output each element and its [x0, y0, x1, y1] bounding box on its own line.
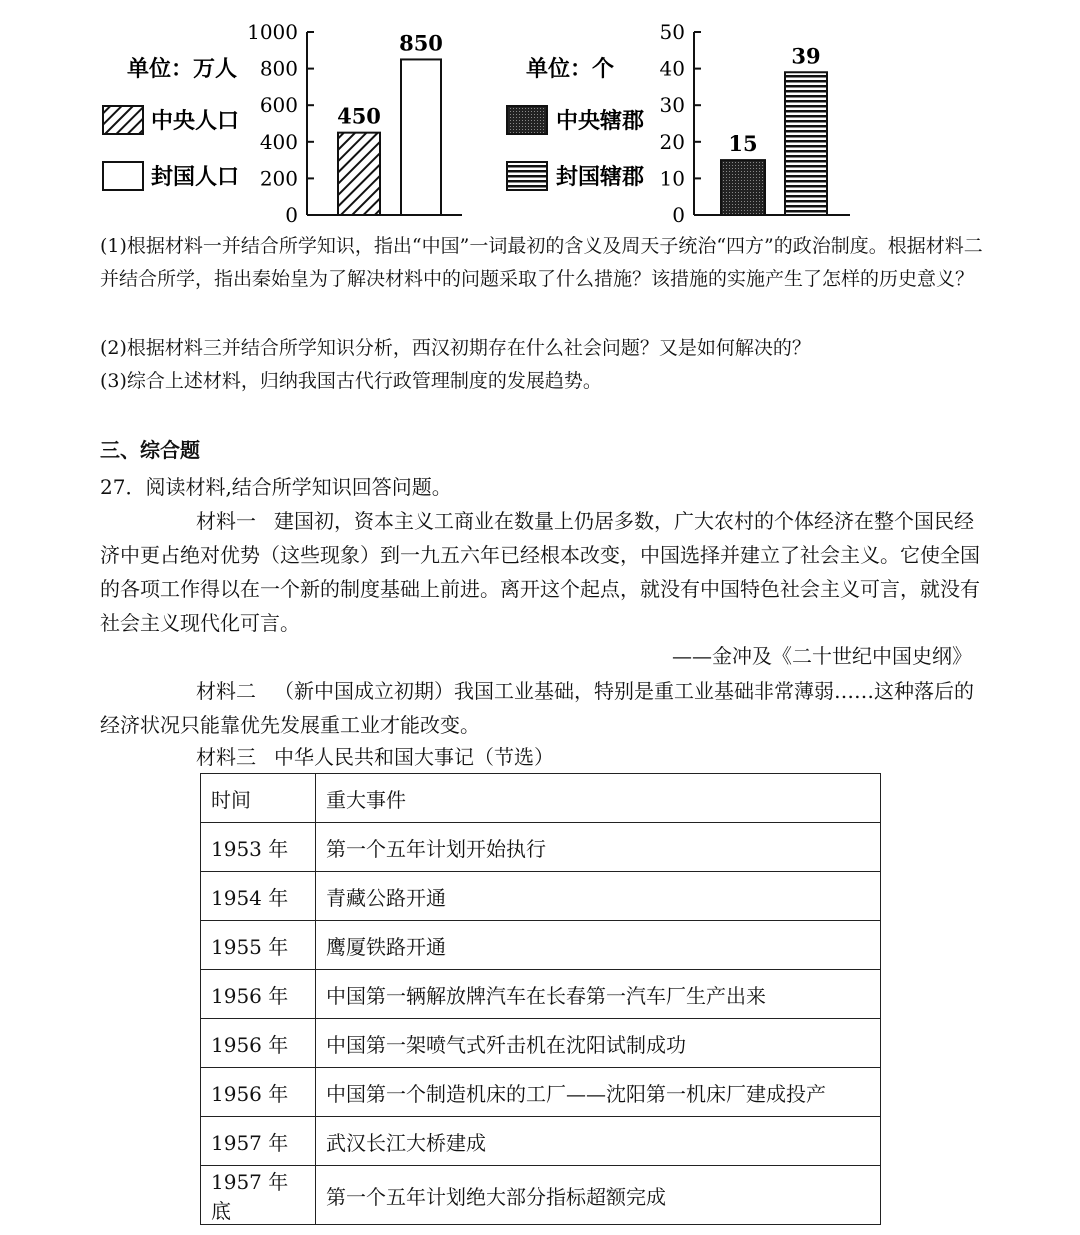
question-3: (3)综合上述材料，归纳我国古代行政管理制度的发展趋势。	[100, 370, 602, 392]
material-2	[100, 674, 985, 742]
bar-central	[338, 133, 380, 215]
bar-charts	[0, 0, 1080, 230]
table-cell-event: 第一个五年计划绝大部分指标超额完成	[316, 1166, 881, 1225]
chart2-unit-label: 单位：个	[525, 56, 615, 82]
y-tick-label: 1000	[247, 20, 298, 44]
y-tick-label: 800	[259, 56, 298, 81]
y-tick-label: 600	[259, 93, 298, 118]
y-tick-label: 20	[659, 129, 685, 154]
material-3-title: 中华人民共和国大事记（节选）	[274, 745, 554, 769]
legend-label-central-population: 中央人口	[151, 108, 240, 134]
table-cell-year: 1956 年	[201, 1068, 316, 1117]
chart2-plot	[660, 20, 850, 227]
table-cell-year: 1955 年	[201, 921, 316, 970]
table-cell-year: 1957 年底	[201, 1166, 316, 1225]
table-cell-event: 中国第一辆解放牌汽车在长春第一汽车厂生产出来	[316, 970, 881, 1019]
bar-data-label: 15	[728, 131, 758, 157]
bar-fief	[401, 59, 441, 215]
material-3	[100, 740, 985, 774]
bar-fief	[785, 72, 827, 215]
table-cell-year: 1956 年	[201, 1019, 316, 1068]
table-cell-year: 1956 年	[201, 970, 316, 1019]
section-title: 三、综合题	[100, 438, 200, 462]
legend-label-fief-population: 封国人口	[151, 164, 240, 190]
table-row	[201, 1117, 881, 1166]
question-1: (1)根据材料一并结合所学知识，指出“中国”一词最初的含义及周天子统治“四方”的政治制度。根据材料二并结合所学，指出秦始皇为了解决材料中的问题采取了什么措施？该措施的实施产生了怎样的历史意义？	[100, 235, 983, 290]
y-tick-label: 40	[659, 56, 685, 81]
bar-central	[721, 160, 765, 215]
material-1-label: 材料一	[196, 509, 256, 533]
table-row	[201, 823, 881, 872]
table-cell-event: 青藏公路开通	[316, 872, 881, 921]
y-tick-label: 400	[259, 129, 298, 154]
table-cell-event: 第一个五年计划开始执行	[316, 823, 881, 872]
legend-swatch-central-population	[103, 106, 143, 134]
material-2-label: 材料二	[196, 679, 256, 703]
y-tick-label: 10	[659, 166, 685, 191]
bar-data-label: 850	[399, 30, 443, 56]
material-1-text: 建国初，资本主义工商业在数量上仍居多数，广大农村的个体经济在整个国民经济中更占绝对优势（这些现象）到一九五六年已经根本改变，中国选择并建立了社会主义。它使全国的各项工作得以在一个新的制度基础上前进。离开这个起点，就没有中国特色社会主义可言，就没有社会主义现代化可言。	[100, 509, 980, 635]
bar-data-label: 39	[791, 43, 821, 69]
table-row	[201, 1019, 881, 1068]
legend-label-central-commanderies: 中央辖郡	[556, 108, 645, 134]
table-row	[201, 921, 881, 970]
events-table	[200, 773, 881, 1225]
table-header-row	[201, 774, 881, 823]
table-cell-year: 1957 年	[201, 1117, 316, 1166]
legend-swatch-fief-population	[103, 162, 143, 190]
y-tick-label: 0	[285, 203, 298, 227]
table-row	[201, 872, 881, 921]
table-cell-event: 中国第一个制造机床的工厂——沈阳第一机床厂建成投产	[316, 1068, 881, 1117]
legend-swatch-central-commanderies	[507, 106, 547, 134]
question-27-title: 27．阅读材料,结合所学知识回答问题。	[100, 475, 452, 499]
y-tick-label: 30	[659, 93, 685, 118]
table-header-year: 时间	[201, 774, 316, 823]
table-row	[201, 1068, 881, 1117]
table-cell-event: 中国第一架喷气式歼击机在沈阳试制成功	[316, 1019, 881, 1068]
chart1-plot	[247, 20, 462, 227]
question-2: (2)根据材料三并结合所学知识分析，西汉初期存在什么社会问题？又是如何解决的？	[100, 337, 811, 359]
table-cell-event: 鹰厦铁路开通	[316, 921, 881, 970]
legend-swatch-fief-commanderies	[507, 162, 547, 190]
bar-data-label: 450	[337, 103, 381, 129]
table-header-event: 重大事件	[316, 774, 881, 823]
table-row	[201, 1166, 881, 1225]
y-tick-label: 0	[672, 203, 685, 227]
chart1-unit-label: 单位：万人	[126, 56, 238, 82]
material-3-label: 材料三	[196, 745, 256, 769]
material-1	[100, 504, 985, 640]
y-tick-label: 200	[259, 166, 298, 191]
table-row	[201, 970, 881, 1019]
table-cell-year: 1954 年	[201, 872, 316, 921]
table-cell-event: 武汉长江大桥建成	[316, 1117, 881, 1166]
table-cell-year: 1953 年	[201, 823, 316, 872]
material-2-text: （新中国成立初期）我国工业基础，特别是重工业基础非常薄弱……这种落后的经济状况只能靠优先发展重工业才能改变。	[100, 679, 974, 737]
material-1-citation: ——金冲及《二十世纪中国史纲》	[672, 644, 972, 668]
legend-label-fief-commanderies: 封国辖郡	[556, 164, 645, 190]
y-tick-label: 50	[659, 20, 685, 44]
